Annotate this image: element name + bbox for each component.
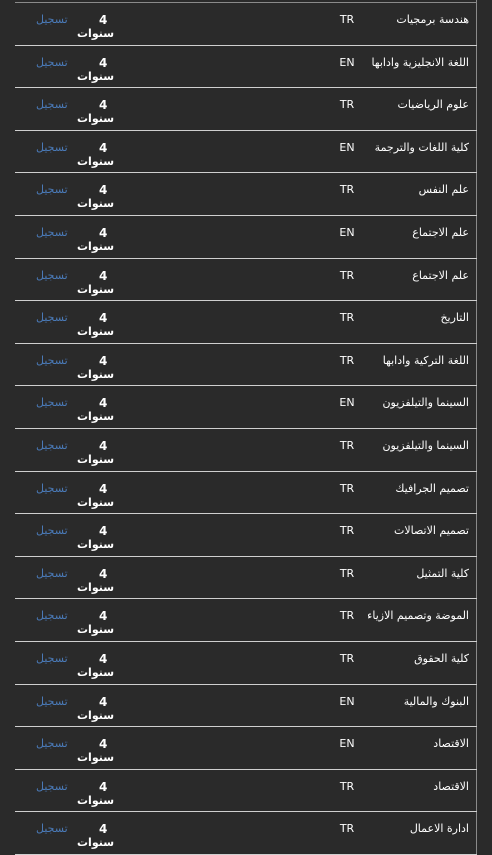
language-code: EN	[339, 226, 355, 239]
duration-unit: سنوات	[77, 580, 115, 594]
register-link[interactable]: تسجيل	[36, 566, 68, 580]
table-row	[15, 301, 477, 344]
duration-unit: سنوات	[77, 69, 115, 83]
duration-years: 4	[99, 226, 108, 240]
program-name: كلية التمثيل	[416, 566, 469, 580]
duration-unit: سنوات	[77, 666, 115, 679]
duration-unit: سنوات	[77, 836, 115, 850]
register-link[interactable]: تسجيل	[36, 268, 68, 282]
duration-years: 4	[99, 737, 108, 752]
duration-cell	[77, 439, 125, 467]
register-link[interactable]: تسجيل	[36, 822, 68, 836]
language-code: EN	[339, 140, 355, 154]
table-row	[15, 344, 477, 387]
program-name: كلية الحقوق	[414, 652, 469, 665]
duration-cell	[77, 567, 125, 595]
duration-cell	[77, 524, 125, 552]
duration-unit: سنوات	[77, 367, 115, 381]
duration-years: 4	[99, 183, 108, 198]
language-code: TR	[339, 353, 355, 367]
program-name: كلية اللغات والترجمة	[374, 140, 469, 154]
duration-cell	[77, 269, 125, 297]
programs-table	[15, 0, 477, 854]
table-row	[15, 770, 477, 813]
duration-years: 4	[99, 311, 108, 326]
duration-unit: سنوات	[77, 453, 115, 466]
register-link[interactable]: تسجيل	[36, 311, 68, 325]
register-link[interactable]: تسجيل	[36, 524, 68, 538]
language-code: TR	[339, 13, 355, 26]
register-link[interactable]: تسجيل	[36, 140, 68, 154]
table-row	[15, 685, 477, 728]
duration-years: 4	[99, 98, 108, 113]
language-code: EN	[339, 694, 355, 708]
table-row	[15, 812, 477, 855]
duration-years: 4	[99, 55, 108, 70]
duration-unit: سنوات	[77, 793, 115, 807]
program-name: علم الاجتماع	[412, 268, 469, 282]
program-name: السينما والتيلفزيون	[382, 439, 469, 452]
register-link[interactable]: تسجيل	[36, 609, 68, 623]
program-name: تصميم الاتصالات	[393, 524, 469, 538]
program-name: علم النفس	[418, 183, 469, 197]
duration-cell	[77, 609, 125, 637]
language-code: TR	[339, 439, 355, 452]
register-link[interactable]: تسجيل	[36, 226, 68, 239]
duration-unit: سنوات	[77, 410, 115, 424]
duration-cell	[77, 737, 125, 765]
duration-unit: سنوات	[77, 751, 115, 765]
duration-cell	[77, 141, 125, 169]
program-name: الاقتصاد	[433, 779, 469, 793]
language-code: TR	[339, 481, 355, 495]
duration-cell	[77, 652, 125, 680]
register-link[interactable]: تسجيل	[36, 98, 68, 112]
duration-unit: سنوات	[77, 240, 115, 253]
duration-cell	[77, 396, 125, 424]
duration-unit: سنوات	[77, 282, 115, 296]
duration-cell	[77, 183, 125, 211]
table-row	[15, 88, 477, 131]
duration-cell	[77, 226, 125, 254]
language-code: TR	[339, 566, 355, 580]
table-row	[15, 599, 477, 642]
register-link[interactable]: تسجيل	[36, 183, 68, 197]
duration-unit: سنوات	[77, 538, 115, 552]
duration-years: 4	[99, 481, 108, 496]
duration-cell	[77, 780, 125, 808]
language-code: TR	[339, 609, 355, 623]
duration-unit: سنوات	[77, 112, 115, 126]
duration-unit: سنوات	[77, 154, 115, 168]
table-row	[15, 46, 477, 89]
register-link[interactable]: تسجيل	[36, 779, 68, 793]
duration-cell	[77, 13, 125, 41]
register-link[interactable]: تسجيل	[36, 13, 68, 26]
duration-unit: سنوات	[77, 197, 115, 211]
language-code: TR	[339, 268, 355, 282]
duration-cell	[77, 354, 125, 382]
program-name: الاقتصاد	[433, 737, 469, 751]
language-code: EN	[339, 55, 355, 69]
duration-cell	[77, 822, 125, 850]
program-name: اللغة التركية وادابها	[382, 353, 469, 367]
register-link[interactable]: تسجيل	[36, 439, 68, 452]
duration-years: 4	[99, 609, 108, 624]
table-row	[15, 131, 477, 174]
table-row	[15, 173, 477, 216]
table-row	[15, 3, 477, 46]
duration-unit: سنوات	[77, 325, 115, 339]
duration-years: 4	[99, 140, 108, 155]
language-code: TR	[339, 183, 355, 197]
duration-unit: سنوات	[77, 495, 115, 509]
table-row	[15, 642, 477, 685]
language-code: TR	[339, 524, 355, 538]
table-row	[15, 472, 477, 515]
duration-unit: سنوات	[77, 623, 115, 637]
duration-years: 4	[99, 524, 108, 539]
duration-cell	[77, 695, 125, 723]
duration-unit: سنوات	[77, 27, 115, 40]
register-link[interactable]: تسجيل	[36, 481, 68, 495]
program-name: اللغة الانجليزية وادابها	[371, 55, 469, 69]
duration-years: 4	[99, 353, 108, 368]
program-name: البنوك والمالية	[403, 694, 469, 708]
duration-cell	[77, 56, 125, 84]
program-name: علم الاجتماع	[412, 226, 469, 239]
table-row	[15, 429, 477, 472]
program-name: ادارة الاعمال	[409, 822, 469, 836]
duration-years: 4	[99, 822, 108, 837]
program-name: التاريخ	[440, 311, 469, 325]
duration-years: 4	[99, 268, 108, 283]
program-name: علوم الرياضيات	[397, 98, 469, 112]
table-row	[15, 727, 477, 770]
duration-years: 4	[99, 439, 108, 453]
duration-years: 4	[99, 566, 108, 581]
language-code: TR	[339, 311, 355, 325]
duration-years: 4	[99, 396, 108, 411]
duration-years: 4	[99, 694, 108, 709]
language-code: TR	[339, 98, 355, 112]
register-link[interactable]: تسجيل	[36, 353, 68, 367]
program-name: تصميم الجرافيك	[395, 481, 469, 495]
table-row	[15, 259, 477, 302]
register-link[interactable]: تسجيل	[36, 694, 68, 708]
language-code: TR	[339, 779, 355, 793]
table-row	[15, 386, 477, 429]
language-code: TR	[339, 822, 355, 836]
table-row	[15, 557, 477, 600]
duration-unit: سنوات	[77, 708, 115, 722]
register-link[interactable]: تسجيل	[36, 396, 68, 410]
table-row	[15, 514, 477, 557]
duration-years: 4	[99, 652, 108, 666]
register-link[interactable]: تسجيل	[36, 652, 68, 665]
language-code: EN	[339, 396, 355, 410]
language-code: EN	[339, 737, 355, 751]
table-row	[15, 216, 477, 259]
language-code: TR	[339, 652, 355, 665]
duration-years: 4	[99, 13, 108, 27]
program-name: السينما والتيلفزيون	[382, 396, 469, 410]
duration-cell	[77, 482, 125, 510]
duration-years: 4	[99, 779, 108, 794]
register-link[interactable]: تسجيل	[36, 737, 68, 751]
program-name: هندسة برمجيات	[396, 13, 469, 26]
program-name: الموضة وتصميم الازياء	[367, 609, 469, 623]
duration-cell	[77, 98, 125, 126]
duration-cell	[77, 311, 125, 339]
register-link[interactable]: تسجيل	[36, 55, 68, 69]
